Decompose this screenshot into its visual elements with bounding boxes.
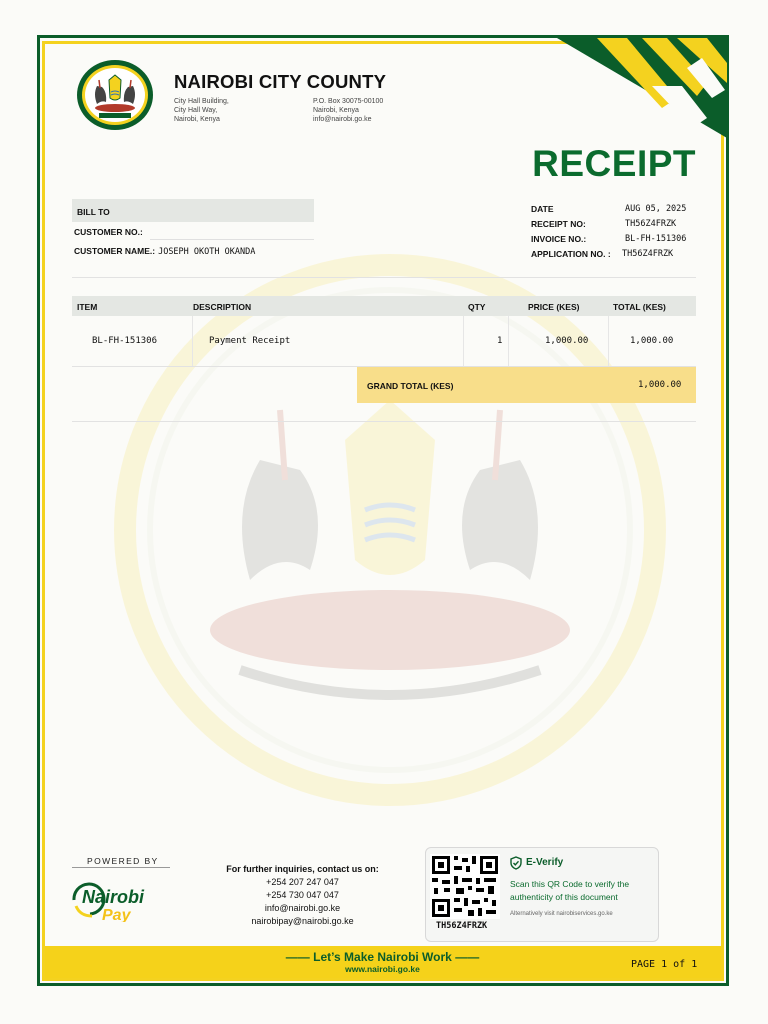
contact-email-1: info@nairobi.go.ke	[264, 903, 341, 913]
svg-text:Nairobi: Nairobi	[82, 887, 145, 907]
customer-name	[74, 246, 255, 257]
customer-number	[74, 227, 143, 237]
column-divider	[508, 316, 509, 367]
grand-total-value: 1,000.00	[638, 380, 682, 390]
slogan-dash-left: ——	[285, 950, 310, 964]
column-divider	[608, 316, 609, 367]
bill-to-label: BILL TO	[77, 207, 110, 217]
table-cell-qty: 1	[497, 336, 503, 346]
table-bottom-divider	[72, 421, 696, 422]
address-line: info@nairobi.go.ke	[313, 116, 372, 123]
contact-email-2: nairobipay@nairobi.go.ke	[251, 916, 354, 926]
contact-heading: For further inquiries, contact us on:	[226, 864, 379, 874]
application-no-value: TH56Z4FRZK	[622, 248, 674, 259]
slogan	[245, 950, 520, 964]
invoice-no-label: INVOICE NO.:	[531, 233, 587, 244]
invoice-no-value: BL-FH-151306	[625, 233, 687, 244]
corner-pattern	[557, 38, 727, 138]
date-row	[531, 201, 686, 216]
powered-by-divider	[72, 867, 170, 868]
customer-divider	[150, 239, 314, 240]
everify-description: Scan this QR Code to verify the authenticity of this document	[510, 879, 630, 902]
document-title: RECEIPT	[532, 143, 696, 184]
address-line: City Hall Way,	[174, 107, 218, 114]
table-cell-total: 1,000.00	[630, 336, 674, 346]
receipt-no-value: TH56Z4FRZK	[625, 218, 677, 229]
column-header-item: ITEM	[77, 302, 98, 312]
contact-phone-2: +254 730 047 047	[266, 890, 339, 900]
column-divider	[192, 316, 193, 367]
organization-address-right	[313, 97, 383, 124]
date-value: AUG 05, 2025	[625, 203, 687, 214]
qr-code[interactable]	[430, 854, 500, 919]
column-header-price: PRICE (KES)	[528, 302, 580, 312]
qr-code-label: TH56Z4FRZK	[436, 921, 488, 931]
everify-title: E-Verify	[526, 857, 564, 868]
receipt-no-label: RECEIPT NO:	[531, 218, 586, 229]
everify-alternative: Alternatively visit nairobiservices.go.ke	[510, 911, 613, 917]
contact-phone-1: +254 207 247 047	[266, 877, 339, 887]
contact-block	[195, 863, 410, 928]
column-header-qty: QTY	[468, 302, 486, 312]
county-seal-logo	[75, 58, 155, 132]
customer-name-label: CUSTOMER NAME.:	[74, 246, 156, 256]
grand-total-label: GRAND TOTAL (KES)	[367, 381, 454, 391]
customer-number-label: CUSTOMER NO.:	[74, 227, 143, 237]
invoice-no-row	[531, 231, 686, 246]
powered-by-label: POWERED BY	[87, 856, 159, 866]
page-number: PAGE 1 of 1	[631, 959, 698, 970]
address-line: Nairobi, Kenya	[174, 116, 220, 123]
section-divider	[72, 277, 696, 278]
application-no-row	[531, 246, 686, 261]
svg-text:Pay: Pay	[102, 907, 131, 922]
address-line: P.O. Box 30075-00100	[313, 98, 384, 105]
organization-name: NAIROBI CITY COUNTY	[174, 71, 387, 92]
address-line: Nairobi, Kenya	[313, 107, 359, 114]
address-line: City Hall Building,	[174, 98, 229, 105]
column-header-description: DESCRIPTION	[193, 302, 252, 312]
table-header	[72, 296, 696, 316]
application-no-label: APPLICATION NO. :	[531, 248, 611, 259]
date-label: DATE	[531, 203, 554, 214]
table-cell-description: Payment Receipt	[209, 336, 291, 346]
receipt-no-row	[531, 216, 686, 231]
table-cell-price: 1,000.00	[545, 336, 589, 346]
customer-name-value: JOSEPH OKOTH OKANDA	[158, 247, 256, 257]
slogan-dash-right: ——	[455, 950, 480, 964]
nairobi-pay-logo	[70, 876, 160, 922]
organization-address-left	[174, 97, 229, 124]
slogan-text: Let’s Make Nairobi Work	[313, 950, 452, 964]
receipt-meta	[531, 201, 686, 261]
column-header-total: TOTAL (KES)	[613, 302, 666, 312]
column-divider	[463, 316, 464, 367]
shield-check-icon	[509, 856, 523, 870]
table-cell-item: BL-FH-151306	[92, 336, 158, 346]
website-link[interactable]: www.nairobi.go.ke	[345, 964, 420, 974]
